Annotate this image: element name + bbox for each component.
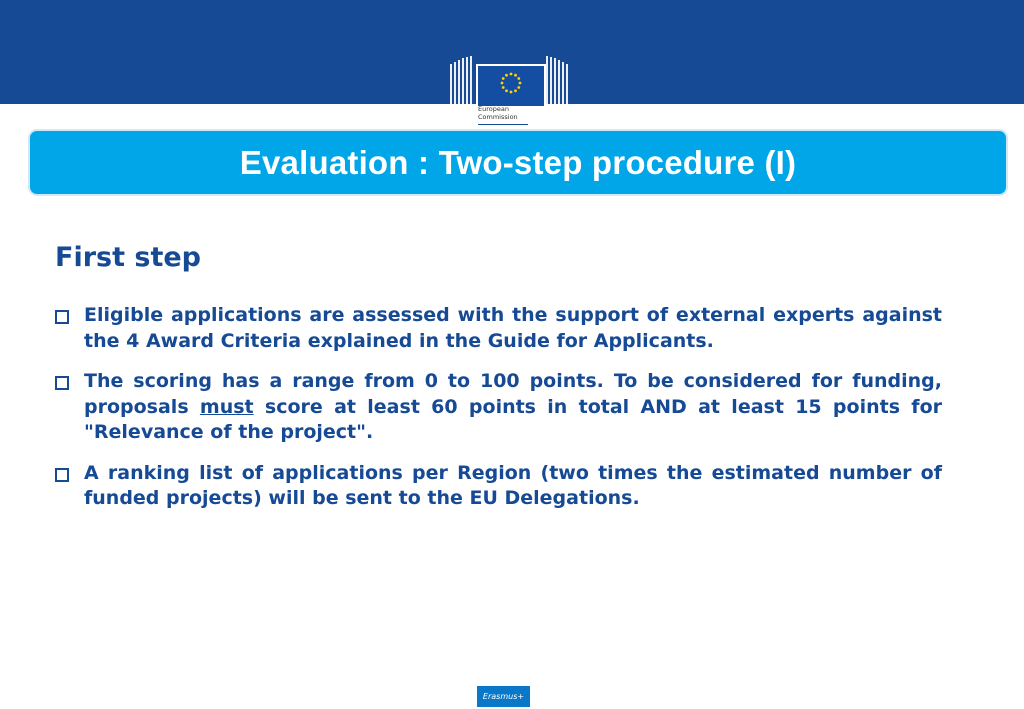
slide-title: Evaluation : Two-step procedure (I) [239, 143, 797, 181]
erasmus-badge: Erasmus+ [477, 686, 530, 707]
bullet-item [55, 461, 942, 512]
bullet-text: Eligible applications are assessed with the support of external experts against the 4 Award Criteria explained in the Guide for Applicants. [84, 304, 942, 352]
bullet-list [55, 303, 942, 527]
checkbox-icon [55, 468, 69, 482]
bullet-text-after: score at least 60 points in total AND at least 15 points for "Relevance of the project". [84, 395, 942, 443]
checkbox-icon [55, 310, 69, 324]
title-bar [30, 131, 1006, 194]
checkbox-icon [55, 376, 69, 390]
section-heading: First step [55, 242, 202, 273]
logo-line-european: European [478, 105, 509, 113]
bullet-emphasis: must [199, 395, 254, 418]
bullet-text-before: The scoring has a range from 0 to 100 points. To be considered for funding, proposals [84, 370, 942, 418]
bullet-text: A ranking list of applications per Region (two times the estimated number of funded projects) will be sent to the EU Delegations. [84, 461, 942, 509]
logo-line-commission: Commission [478, 113, 518, 121]
logo-underline [478, 124, 528, 125]
bullet-item [55, 369, 942, 446]
logo-caption [478, 105, 538, 121]
bullet-item [55, 303, 942, 354]
